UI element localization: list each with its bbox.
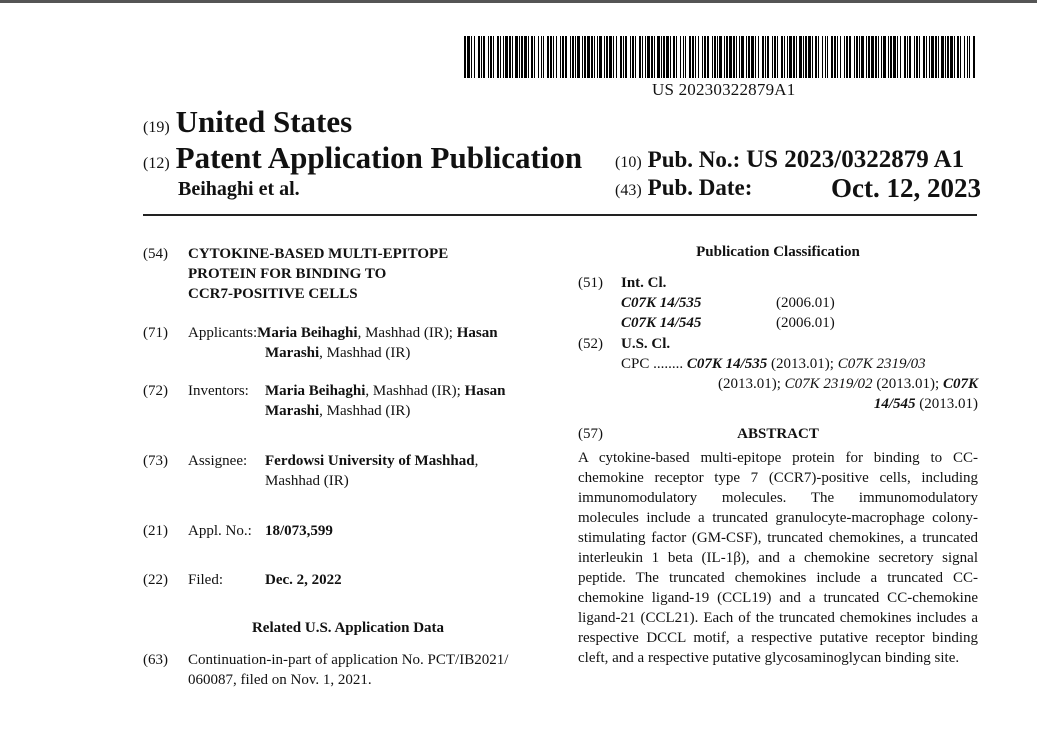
- us-cl-field: [578, 334, 978, 416]
- classification-heading: Publication Classification: [696, 244, 860, 260]
- field-code: (72): [143, 383, 168, 399]
- pub-no-code: (10): [615, 154, 642, 171]
- barcode-number: US 20230322879A1: [652, 80, 796, 99]
- pub-no-value: US 2023/0322879 A1: [746, 146, 965, 173]
- inventor-name: Marashi: [265, 403, 320, 419]
- cpc-class: C07K 14/535: [686, 356, 768, 372]
- applicants-field: [143, 323, 553, 365]
- inventor-location: , Mashhad (IR): [319, 403, 411, 419]
- cpc-date: (2013.01): [915, 396, 978, 412]
- continuation-line: Continuation-in-part of application No. PCT/IB2021/: [188, 652, 509, 668]
- pub-date-label: Pub. Date:: [647, 175, 753, 200]
- doc-type-code: (12): [143, 155, 170, 172]
- continuation-field: [143, 650, 553, 692]
- abstract-text: A cytokine-based multi-epitope protein for binding to CC-chemokine receptor type 7 (CCR7)-positive cells, including immunomodulatory molecules. The immunomodulatory molecules include a truncated granulocyte-macrophage colony-stimulating factor (GM-CSF), truncated chemokines, a truncated interleukin 1 beta (IL-1β), and a chemokine secretory signal peptide. The truncated chemokines include a truncated CC-chemokine ligand-19 (CCL19) and a truncated CC-chemokine ligand-21 (CCL21). Each of the truncated chemokines includes a respective DCCL motif, a respective putative receptor binding cleft, and a respective putative glycosaminoglycan binding site.: [578, 450, 978, 666]
- field-label: Assignee:: [188, 453, 248, 469]
- inventor-name: Maria Beihaghi: [265, 383, 366, 399]
- field-code: (57): [578, 426, 603, 442]
- int-cl: [621, 273, 835, 333]
- cpc-class: C07K 2319/03: [837, 356, 926, 372]
- pub-date-value: Oct. 12, 2023: [831, 173, 981, 203]
- cpc-date: (2013.01);: [767, 356, 838, 372]
- field-code: (71): [143, 325, 168, 341]
- int-cl-version: (2006.01): [776, 315, 835, 331]
- title-line: CCR7-POSITIVE CELLS: [188, 286, 358, 302]
- int-cl-version: (2006.01): [776, 295, 835, 311]
- field-label: Int. Cl.: [621, 275, 667, 291]
- doc-type-title: [143, 140, 582, 176]
- assignee-field: [143, 451, 553, 493]
- authors: Beihaghi et al.: [178, 178, 300, 200]
- filed-field: [143, 570, 553, 590]
- applicant-name: Hasan: [456, 325, 498, 341]
- applicants: [188, 323, 558, 363]
- header-divider: [143, 214, 977, 216]
- field-label: U.S. Cl.: [621, 336, 671, 352]
- title-line: CYTOKINE-BASED MULTI-EPITOPE: [188, 246, 449, 262]
- pub-date: [615, 175, 752, 201]
- country-code: (19): [143, 119, 170, 136]
- us-cl: [621, 334, 978, 414]
- inventor-location: , Mashhad (IR);: [365, 383, 465, 399]
- appl-no-value: 18/073,599: [265, 523, 333, 539]
- field-label: Inventors:: [188, 383, 249, 399]
- top-rule: [0, 0, 1037, 3]
- int-cl-field: [578, 273, 978, 335]
- field-label: Filed:: [188, 572, 224, 588]
- field-code: (51): [578, 275, 603, 291]
- field-code: (73): [143, 453, 168, 469]
- title-field: [143, 244, 553, 306]
- country-title: [143, 104, 352, 140]
- applicant-location: , Mashhad (IR): [319, 345, 411, 361]
- appl-no-field: [143, 521, 553, 541]
- filed-value: Dec. 2, 2022: [265, 572, 342, 588]
- int-cl-class: C07K 14/545: [621, 315, 702, 331]
- field-code: (63): [143, 652, 168, 668]
- abstract-header: [578, 424, 978, 444]
- applicant-name: Marashi: [265, 345, 320, 361]
- pub-date-code: (43): [615, 182, 642, 199]
- filed: [188, 570, 342, 590]
- country-name: United States: [175, 104, 353, 139]
- applicant-location: , Mashhad (IR);: [357, 325, 457, 341]
- appl-no: [188, 521, 333, 541]
- assignee: [188, 451, 558, 491]
- cpc-date: (2013.01);: [717, 376, 785, 392]
- applicant-name: Maria Beihaghi: [257, 325, 358, 341]
- cpc-date: (2013.01);: [872, 376, 943, 392]
- cpc-label: CPC ........: [621, 356, 684, 372]
- field-code: (54): [143, 246, 168, 262]
- field-label: Applicants:: [188, 325, 258, 341]
- continuation: [188, 650, 508, 690]
- cpc-class: 14/545: [873, 396, 916, 412]
- title-line: PROTEIN FOR BINDING TO: [188, 266, 387, 282]
- pub-no-label: Pub. No.:: [647, 147, 741, 172]
- cpc-class: C07K: [942, 376, 978, 392]
- pub-number: [615, 146, 964, 174]
- invention-title: [188, 244, 448, 304]
- assignee-comma: ,: [474, 453, 479, 469]
- inventor-name: Hasan: [464, 383, 506, 399]
- field-code: (22): [143, 572, 168, 588]
- barcode-image: [464, 36, 976, 78]
- assignee-name: Ferdowsi University of Mashhad: [265, 453, 475, 469]
- related-data-heading: Related U.S. Application Data: [251, 620, 445, 636]
- assignee-location: Mashhad (IR): [265, 473, 349, 489]
- inventors-field: [143, 381, 553, 423]
- field-label: Appl. No.:: [188, 523, 252, 539]
- field-code: (21): [143, 523, 168, 539]
- inventors: [188, 381, 558, 421]
- continuation-line: 060087, filed on Nov. 1, 2021.: [188, 672, 372, 688]
- cpc-class: C07K 2319/02: [784, 376, 873, 392]
- doc-type-name: Patent Application Publication: [175, 140, 583, 175]
- field-code: (52): [578, 336, 603, 352]
- abstract-heading: ABSTRACT: [737, 426, 819, 442]
- int-cl-class: C07K 14/535: [621, 295, 702, 311]
